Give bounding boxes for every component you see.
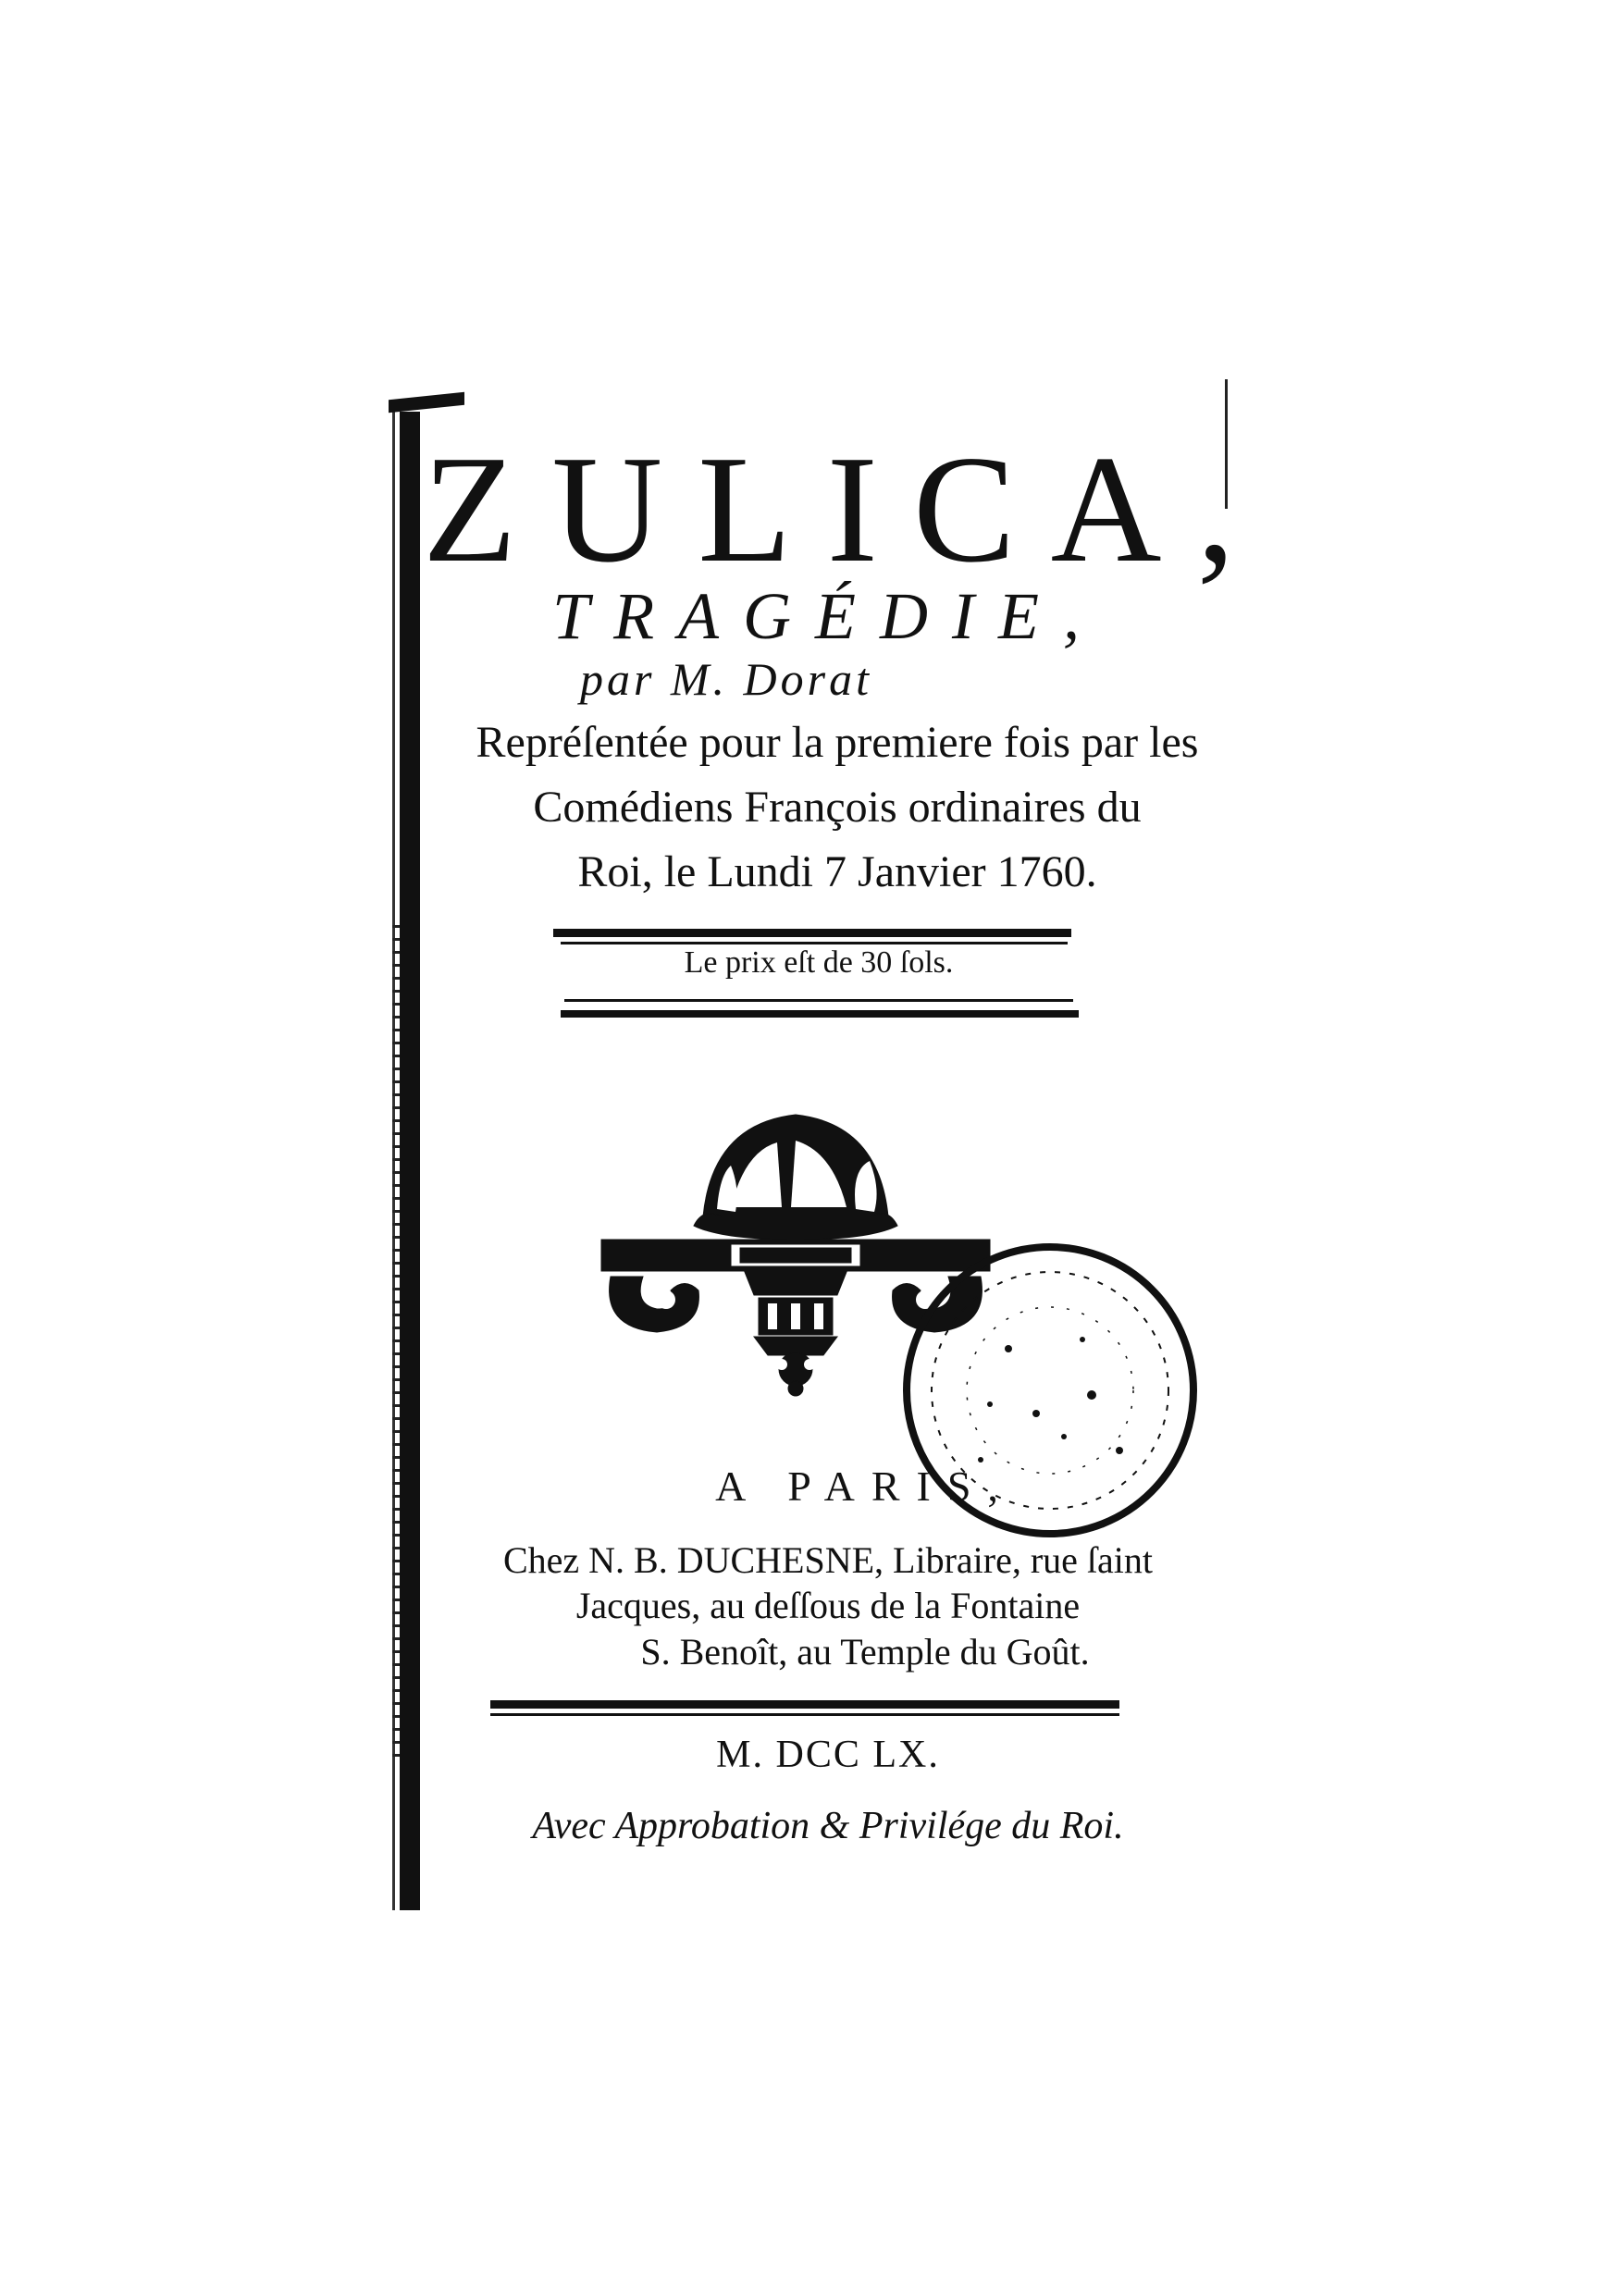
performance-line: Roi, le Lundi 7 Janvier 1760.	[577, 847, 1097, 896]
imprint-line: S. Benoît, au Temple du Goût.	[640, 1631, 1090, 1673]
imprint-city: A PARIS,	[715, 1463, 1015, 1510]
performance-line: Comédiens François ordinaires du	[533, 783, 1142, 832]
book-title: ZULICA,	[422, 424, 1271, 594]
rule-imprint-thin	[490, 1713, 1119, 1716]
publication-year: M. DCC LX.	[716, 1734, 940, 1776]
rule-top-thin	[561, 942, 1068, 944]
performance-line: Repréſentée pour la premiere fois par les	[476, 718, 1199, 767]
rule-bottom-thin	[564, 999, 1073, 1002]
imprint-line: Chez N. B. DUCHESNE, Libraire, rue ſaint	[502, 1539, 1154, 1581]
price-line: Le prix eſt de 30 ſols.	[684, 945, 954, 980]
book-genre: TRAGÉDIE,	[552, 579, 1104, 653]
author-annotation: par M. Dorat	[579, 653, 873, 705]
corner-mark	[389, 392, 464, 414]
imprint-line: Jacques, au deſſous de la Fontaine	[575, 1585, 1081, 1626]
rule-imprint-thick	[490, 1700, 1119, 1709]
rule-top-thick	[553, 929, 1071, 937]
rule-bottom-thick	[561, 1010, 1079, 1018]
royal-privilege: Avec Approbation & Privilége du Roi.	[532, 1805, 1124, 1847]
